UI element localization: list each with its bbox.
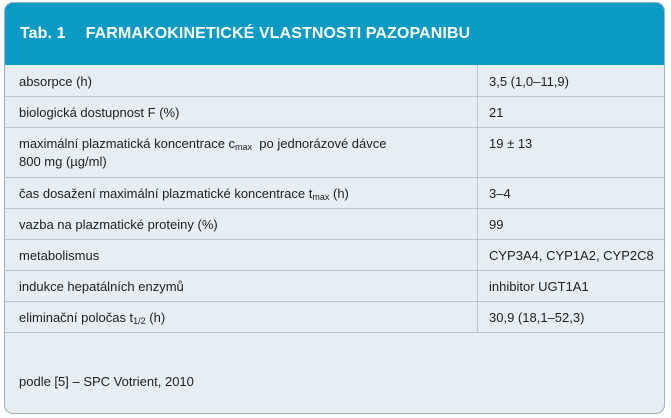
row-label — [5, 301, 478, 332]
row-label-text-end: (h) — [329, 185, 349, 201]
row-value: 99 — [478, 208, 665, 239]
table-row — [5, 301, 664, 332]
table-header — [5, 3, 664, 65]
pharmacokinetics-table — [5, 65, 664, 333]
row-value: 30,9 (18,1–52,3) — [478, 301, 665, 332]
row-label-text: eliminační poločas t — [19, 309, 134, 325]
row-label-line2: 800 mg (µg/ml) — [19, 153, 107, 169]
row-label-text-end: po jednorázové dávce — [252, 135, 387, 151]
row-value: 3–4 — [478, 177, 665, 208]
table-row — [5, 127, 664, 177]
row-value: 21 — [478, 96, 665, 127]
row-value: 3,5 (1,0–11,9) — [478, 65, 665, 96]
table-row — [5, 239, 664, 270]
row-label: metabolismus — [5, 239, 478, 270]
table-row — [5, 96, 664, 127]
row-label: indukce hepatálních enzymů — [5, 270, 478, 301]
row-label-subscript: 1/2 — [133, 315, 146, 326]
table-row — [5, 65, 664, 96]
table-footnote: podle [5] – SPC Votrient, 2010 — [19, 374, 194, 389]
table-title: FARMAKOKINETICKÉ VLASTNOSTI PAZOPANIBU — [85, 25, 471, 42]
row-label: absorpce (h) — [5, 65, 478, 96]
row-label-text: maximální plazmatická koncentrace c — [19, 135, 236, 151]
row-value: inhibitor UGT1A1 — [478, 270, 665, 301]
row-label-subscript: max — [235, 141, 253, 152]
table-row — [5, 270, 664, 301]
row-label-subscript: max — [312, 191, 330, 202]
row-label: vazba na plazmatické proteiny (%) — [5, 208, 478, 239]
row-value: 19 ± 13 — [478, 127, 665, 177]
row-label — [5, 177, 478, 208]
table-row — [5, 177, 664, 208]
table-row — [5, 208, 664, 239]
row-label-text: čas dosažení maximální plazmatické koncentrace t — [19, 185, 313, 201]
row-value: CYP3A4, CYP1A2, CYP2C8 — [478, 239, 665, 270]
row-label-text-end: (h) — [145, 309, 166, 325]
row-label — [5, 127, 478, 177]
table-frame — [4, 2, 665, 414]
table-number: Tab. 1 — [20, 25, 66, 42]
row-label: biologická dostupnost F (%) — [5, 96, 478, 127]
